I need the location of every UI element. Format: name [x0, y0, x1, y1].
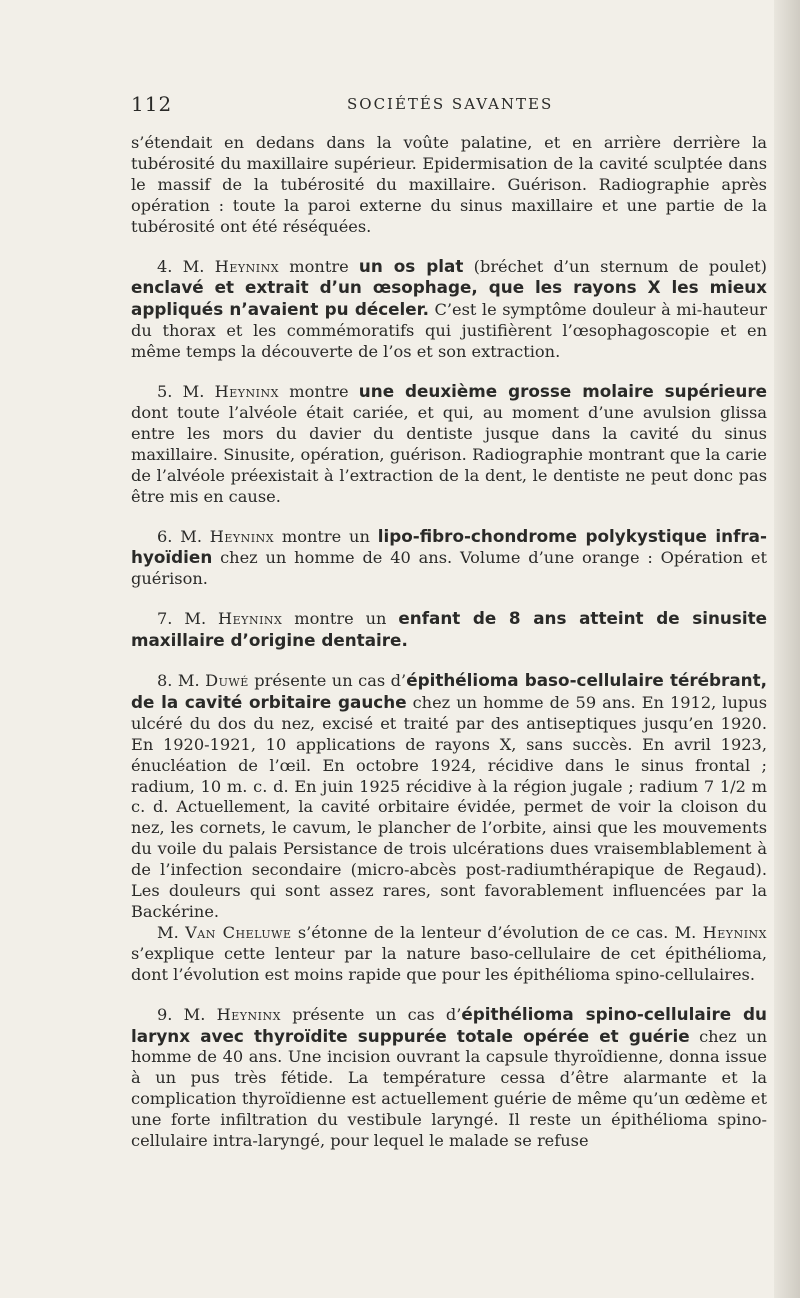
paragraph-8-discussion [131, 923, 767, 986]
text-run: M. [157, 922, 186, 942]
running-title: SOCIÉTÉS SAVANTES [347, 95, 554, 113]
paragraph-9 [131, 1004, 767, 1152]
bold-run: épithélioma baso-cellulaire térébrant, de la cavité orbitaire gauche [131, 670, 768, 712]
text-run: présente un cas d’ [280, 1004, 462, 1024]
text-run: (bréchet d’un sternum de poulet) [463, 256, 767, 276]
text-run: chez un homme de 40 ans. Volume d’une orange : Opération et guérison. [131, 548, 767, 589]
text-run: montre un [274, 526, 378, 546]
author-name: Heyninx [218, 609, 283, 629]
text-run: chez un homme de 40 ans. Une incision ouvrant la capsule thyroïdienne, donna issue à un pus très fétide. La température cessa d’être alarmante et la complication thyroïdienne est actuellement guérie de même qu’un œdème et une forte infiltration du vestibule laryngé. Il reste un épithélioma spino-cellulaire intra-laryngé, pour lequel le malade se refuse [131, 1026, 767, 1151]
paragraph-5 [131, 381, 767, 507]
item-number: 6. M. [157, 526, 210, 546]
author-name: Van Cheluwe [185, 922, 292, 942]
item-number: 9. M. [157, 1004, 217, 1024]
item-number: 5. M. [157, 382, 215, 402]
bold-run: lipo-fibro-chondrome polykystique infra-hyoïdien [131, 525, 767, 568]
text-run: chez un homme de 59 ans. En 1912, lupus ulcéré du dos du nez, excisé et traité par des antiseptiques jusqu’en 1920. En 1920-1921, 10 applications de rayons X, sans succès. En avril 1923, énucléation de l’œil. En octobre 1924, récidive dans le sinus frontal ; radium, 10 m. c. d. En juin 1925 récidive à la région jugale ; radium 7 1/2 m c. d. Actuellement, la cavité orbitaire évidée, permet de voir la cloison du nez, les cornets, le cavum, le plancher de l’orbite, ainsi que les mouvements du voile du palais Persistance de trois ulcérations dues vraisemblablement à de l’infection secondaire (micro-abcès post-radiumthérapique de Regaud). Les douleurs qui sont assez rares, sont favorablement influencées par la Backérine. [131, 692, 768, 921]
page-number: 112 [131, 92, 173, 116]
bold-run: une deuxième grosse molaire supérieure [358, 381, 767, 402]
author-name: Heyninx [216, 1004, 281, 1024]
paragraph-7 [131, 608, 767, 652]
bold-run: un os plat [358, 255, 464, 276]
text-run: montre un [282, 609, 399, 629]
author-name: Heyninx [702, 922, 767, 942]
item-number: 8. M. [157, 671, 206, 691]
text-run: montre [278, 382, 359, 402]
text-run: dont toute l’alvéole était cariée, et qui, au moment d’une avulsion glissa entre les mors du davier du dentiste jusque dans la cavité du sinus maxillaire. Sinusite, opération, guérison. Radiographie montrant que la carie de l’alvéole préexistait à l’extraction de la dent, le dentiste ne peut donc pas être mis en cause. [131, 402, 767, 506]
paragraph-4 [131, 256, 767, 364]
text-run: montre [279, 256, 359, 276]
paragraph-6 [131, 526, 767, 591]
text-run: s’étonne de la lenteur d’évolution de ce cas. M. [291, 922, 703, 942]
bold-run: enclavé et extrait d’un œsophage, que les rayons X les mieux appliqués n’avaient pu déceler. [131, 277, 767, 320]
bold-run: enfant de 8 ans atteint de sinusite maxillaire d’origine dentaire. [131, 608, 767, 651]
author-name: Heyninx [214, 256, 280, 276]
page-edge-shadow [774, 0, 800, 1298]
continuation-text: s’étendait en dedans dans la voûte palatine, et en arrière derrière la tubérosité du maxillaire supérieur. Epidermisation de la cavité sculptée dans le massif de la tubérosité du maxillaire. Guérison. Radiographie après opération : toute la paroi externe du sinus maxillaire et une partie de la tubérosité ont été réséquées. [131, 133, 767, 236]
author-name: Heyninx [209, 526, 275, 546]
text-run: s’explique cette lenteur par la nature baso-cellulaire de cet épithélioma, dont l’évolution est moins rapide que pour les épithélioma spino-cellulaires. [131, 943, 767, 984]
page-header [131, 92, 767, 118]
author-name: Heyninx [214, 382, 279, 402]
bold-run: épithélioma spino-cellulaire du larynx avec thyroïdite suppurée totale opérée et guérie [131, 1003, 767, 1046]
item-number: 4. M. [157, 256, 215, 276]
paragraph-8 [131, 670, 767, 923]
paragraph-continuation [131, 133, 767, 238]
item-number: 7. M. [157, 609, 219, 629]
text-run: C’est le symptôme douleur à mi-hauteur du thorax et les commémoratifs qui justifièrent l’œsophagoscopie et en même temps la découverte de l’os et son extraction. [131, 300, 768, 362]
text-run: présente un cas d’ [248, 671, 407, 691]
page-body [131, 133, 767, 1152]
author-name: Duwé [205, 671, 249, 691]
